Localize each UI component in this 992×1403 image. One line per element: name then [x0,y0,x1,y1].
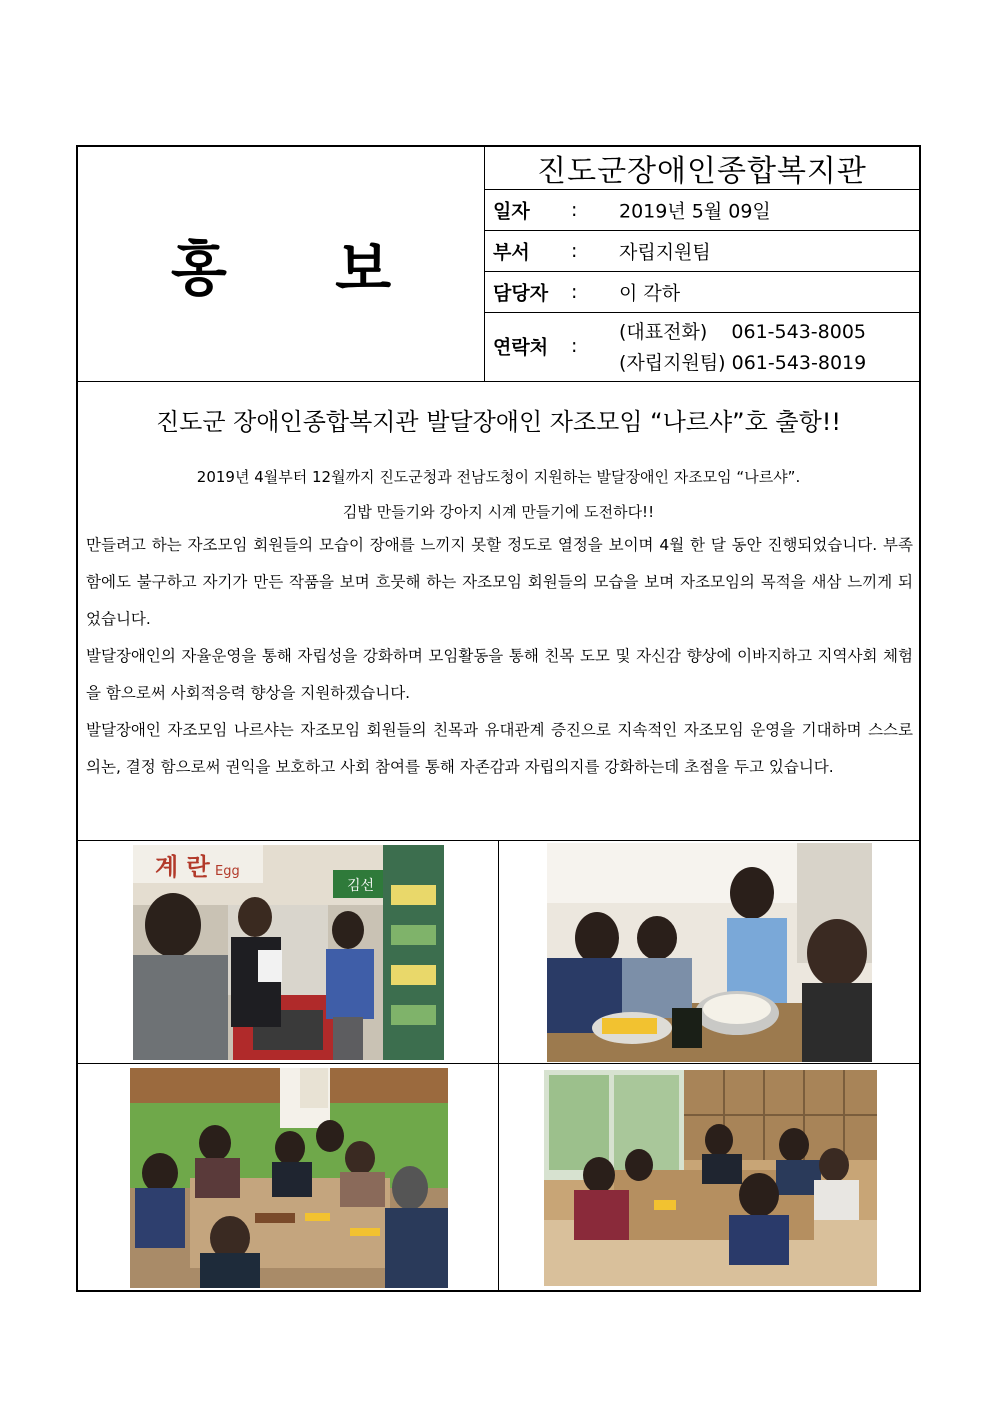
article-headline: 진도군 장애인종합복지관 발달장애인 자조모임 “나르샤”호 출항!! [155,408,842,436]
photo-cell-1 [78,841,499,1064]
article-paragraph-2: 발달장애인의 자율운영을 통해 자립성을 강화하며 모임활동을 통해 친목 도모 및 자신감 향상에 이바지하고 지역사회 체험을 함으로써 사회적응력 향상을 지원하겠습니다. [86,647,913,702]
photo-supermarket [133,845,444,1060]
photo-cell-4 [499,1064,919,1290]
contact-colon: : [571,335,578,357]
header-table [78,147,919,382]
photo-grid [78,841,919,1290]
article-body [78,382,919,841]
contact-label: 연락처 [493,336,549,359]
date-label: 일자 [493,200,530,223]
photo-clock-making-2 [544,1070,877,1286]
article-intro-line-1: 2019년 4월부터 12월까지 진도군청과 전남도청이 지원하는 발달장애인 자조모임 “나르샤”. [196,468,801,486]
info-row-department [485,231,919,272]
title-cell [78,147,485,381]
info-cell [485,147,919,381]
department-value: 자립지원팀 [619,241,711,264]
organization-name: 진도군장애인종합복지관 [485,147,919,190]
date-colon: : [571,199,578,221]
photo-clock-making-1 [130,1068,448,1288]
contact-team-phone: (자립지원팀) 061-543-8019 [619,352,867,374]
article-intro-line-2: 김밥 만들기와 강아지 시계 만들기에 도전하다!! [342,503,655,521]
press-release-frame [76,145,921,1292]
manager-colon: : [571,281,578,303]
manager-label: 담당자 [493,282,549,305]
info-row-contact [485,313,919,379]
photo-cell-2 [499,841,919,1064]
contact-main-phone: (대표전화) 061-543-8005 [619,321,866,343]
info-row-date [485,190,919,231]
egg-sign-text: 계 란 [155,853,210,881]
manager-value: 이 각하 [619,282,681,305]
date-value: 2019년 5월 09일 [619,200,771,223]
article-paragraph-1: 만들려고 하는 자조모임 회원들의 모습이 장애를 느끼지 못할 정도로 열정을 보이며 4월 한 달 동안 진행되었습니다. 부족함에도 불구하고 자기가 만든 작품을 보며 흐뭇해 하는 자조모임 회원들의 모습을 보며 자조모임의 목적을 새삼 느끼게 되었습니다. [86,536,913,628]
page-title: 홍 보 [170,235,436,303]
article-paragraph-3: 발달장애인 자조모임 나르샤는 자조모임 회원들의 친목과 유대관계 증진으로 지속적인 자조모임 운영을 기대하며 스스로 의논, 결정 함으로써 권익을 보호하고 사회 참여를 통해 자존감과 자립의지를 강화하는데 초점을 두고 있습니다. [86,721,913,776]
department-colon: : [571,240,578,262]
photo-cell-3 [78,1064,499,1290]
green-sign-text: 김선 [347,878,375,894]
info-row-manager [485,272,919,313]
egg-sign-subtext: Egg [215,864,240,879]
department-label: 부서 [493,241,530,264]
photo-gimbap [547,843,872,1062]
